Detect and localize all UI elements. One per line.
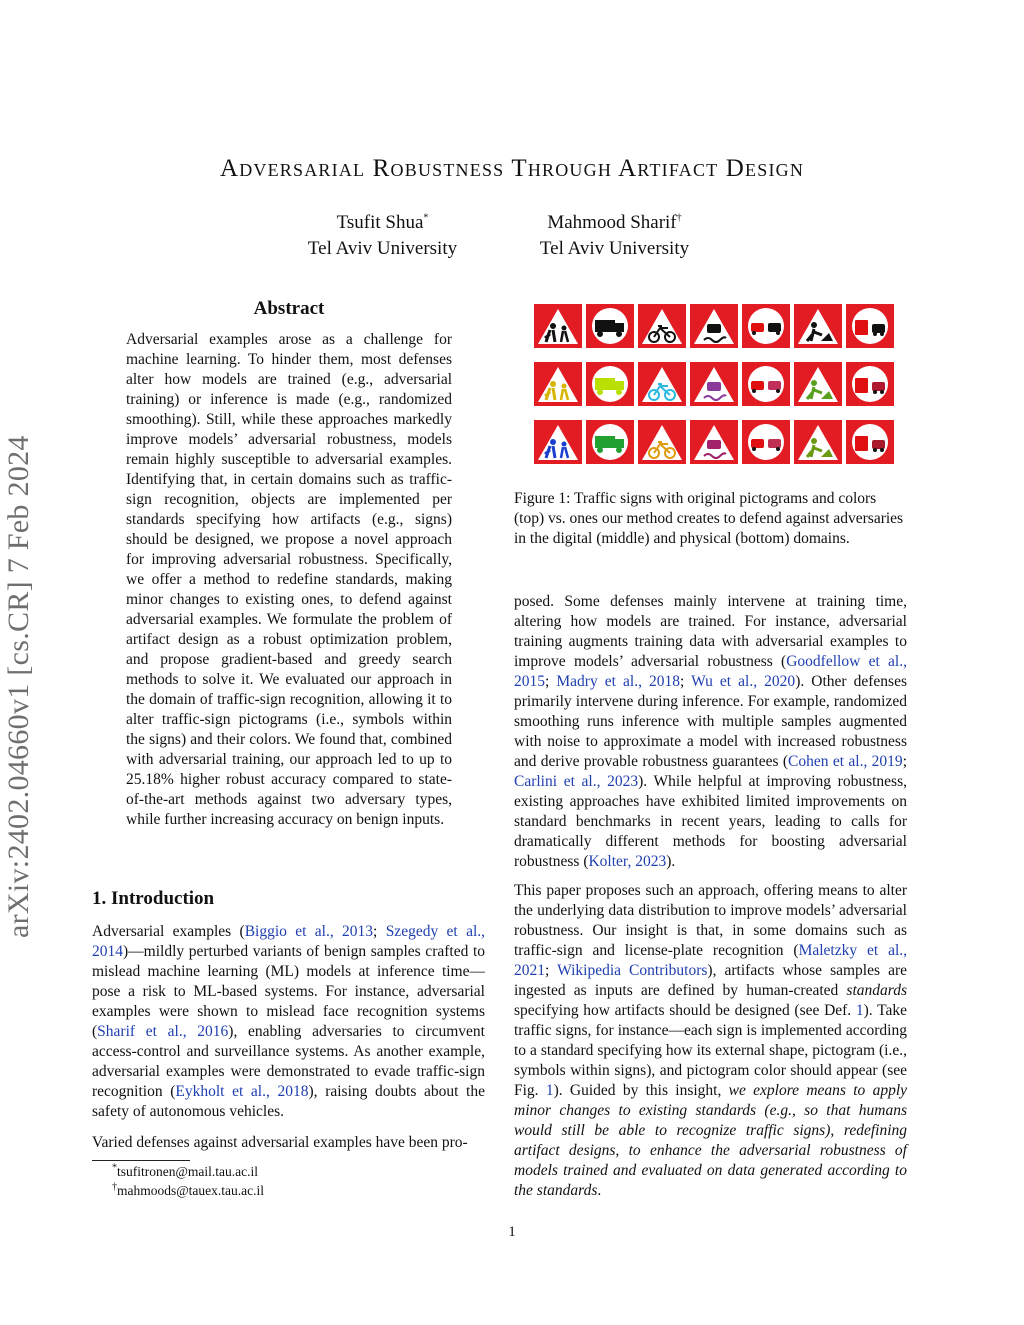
- footnote-2: †mahmoods@tauex.tau.ac.il: [112, 1181, 265, 1198]
- section-heading-introduction: 1. Introduction: [92, 888, 215, 909]
- author-affiliation: Tel Aviv University: [539, 238, 690, 259]
- traffic-sign-roadworks-digital: [794, 362, 842, 406]
- traffic-sign-no-overtaking-trucks-physical: [846, 420, 894, 464]
- citation-link[interactable]: Madry et al., 2018: [556, 673, 681, 690]
- figure-1-signs: [534, 304, 886, 470]
- citation-link[interactable]: Eykholt et al., 2018: [175, 1083, 309, 1100]
- traffic-sign-roadworks-original: [794, 304, 842, 348]
- citation-link[interactable]: Goodfellow et al., 2015: [514, 653, 907, 690]
- author-mark: *: [423, 212, 429, 224]
- citation-link[interactable]: Carlini et al., 2023: [514, 773, 639, 790]
- traffic-sign-no-overtaking-digital: [742, 362, 790, 406]
- traffic-sign-children-digital: [534, 362, 582, 406]
- author-1: [290, 210, 475, 262]
- author-2: [522, 210, 707, 262]
- traffic-sign-truck-original: [586, 304, 634, 348]
- traffic-sign-bicycle-original: [638, 304, 686, 348]
- figure-link[interactable]: 1: [545, 1082, 554, 1099]
- citation-link[interactable]: Maletzky et al., 2021: [514, 942, 908, 979]
- author-name: Mahmood Sharif: [547, 212, 677, 233]
- author-mark: †: [676, 212, 682, 224]
- intro-paragraph-1: Adversarial examples (Biggio et al., 2013; Szegedy et al., 2014)—mildly perturbed variants of benign samples crafted to mislead machine learning (ML) models at inference time—pose a risk to ML-based systems. For instance, adversarial examples were shown to mislead face recognition systems (Sharif et al., 2016), enabling adversaries to circumvent access-control and surveillance systems. As another example, adversarial examples were demonstrated to evade traffic-sign recognition (Eykholt et al., 2018), raising doubts about the safety of autonomous vehicles.: [92, 923, 485, 1120]
- author-name: Tsufit Shua: [336, 212, 424, 233]
- author-affiliation: Tel Aviv University: [307, 238, 458, 259]
- traffic-sign-no-overtaking-original: [742, 304, 790, 348]
- definition-link[interactable]: 1: [855, 1002, 864, 1019]
- traffic-sign-slippery-road-original: [690, 304, 738, 348]
- citation-link[interactable]: Szegedy et al., 2014: [92, 923, 485, 960]
- traffic-sign-no-overtaking-trucks-digital: [846, 362, 894, 406]
- intro-paragraph-2-continued: posed. Some defenses mainly intervene at training time, altering how models are trained. For instance, adversarial training augments training data with adversarial examples to improve models’ adversarial robustness (Goodfellow et al., 2015; Madry et al., 2018; Wu et al., 2020). Other defenses primarily intervene during inference. For example, randomized smoothing runs inference with multiple samples augmented with noise to approximate a model with increased robustness and derive provable robustness guarantees (Cohen et al., 2019; Carlini et al., 2023). While helpful at improving robustness, existing approaches have exhibited limited improvements on standard benchmarks in recent years, leading to calls for dramatically different methods for boosting adversarial robustness (Kolter, 2023).: [514, 593, 908, 870]
- traffic-sign-truck-physical: [586, 420, 634, 464]
- footnote-rule: [92, 1160, 190, 1161]
- citation-link[interactable]: Biggio et al., 2013: [244, 923, 374, 940]
- paper-title: Adversarial Robustness Through Artifact Design: [219, 155, 805, 182]
- traffic-sign-no-overtaking-physical: [742, 420, 790, 464]
- page-number: 1: [508, 1224, 516, 1240]
- abstract-heading: Abstract: [253, 298, 325, 319]
- citation-link[interactable]: Cohen et al., 2019: [788, 753, 903, 770]
- traffic-sign-bicycle-physical: [638, 420, 686, 464]
- intro-paragraph-3: This paper proposes such an approach, offering means to alter the underlying data distribution to improve models’ adversarial robustness. Our insight is that, in some domains such as traffic-sign and license-plate recognition (Maletzky et al., 2021; Wikipedia Contributors), artifacts whose samples are ingested as inputs are defined by human-created standards specifying how artifacts should be designed (see Def. 1). Take traffic signs, for instance—each sign is implemented according to a standard specifying how its external shape, pictogram (i.e., symbols within signs), and pictogram color should appear (see Fig. 1). Guided by this insight, we explore means to apply minor changes to existing standards (e.g., so that humans would still be able to recognize traffic signs), redefining artifact designs, to enhance the adversarial robustness of models trained and evaluated on data generated according to the standards.: [514, 882, 908, 1199]
- figure-1-caption: Figure 1: Traffic signs with original pictograms and colors (top) vs. ones our method creates to defend against adversaries in the digital (middle) and physical (bottom) domains.: [514, 490, 904, 547]
- traffic-sign-slippery-road-physical: [690, 420, 738, 464]
- citation-link[interactable]: Wu et al., 2020: [691, 673, 796, 690]
- arxiv-stamp: arXiv:2402.04660v1 [cs.CR] 7 Feb 2024: [2, 435, 35, 938]
- traffic-sign-no-overtaking-trucks-original: [846, 304, 894, 348]
- traffic-sign-children-physical: [534, 420, 582, 464]
- intro-paragraph-2-start: Varied defenses against adversarial examples have been pro-: [92, 1134, 468, 1151]
- citation-link[interactable]: Kolter, 2023: [588, 853, 667, 870]
- traffic-sign-bicycle-digital: [638, 362, 686, 406]
- traffic-sign-children-original: [534, 304, 582, 348]
- citation-link[interactable]: Sharif et al., 2016: [97, 1023, 229, 1040]
- citation-link[interactable]: Wikipedia Contributors: [557, 962, 708, 979]
- traffic-sign-truck-digital: [586, 362, 634, 406]
- traffic-sign-slippery-road-digital: [690, 362, 738, 406]
- abstract-text: Adversarial examples arose as a challenge for machine learning. To hinder them, most defenses alter how models are trained (e.g., adversarial training) or inference is made (e.g., randomized smoothing). Still, while these approaches markedly improve models’ adversarial robustness, models remain highly susceptible to adversarial examples. Identifying that, in certain domains such as traffic-sign recognition, objects are implemented per standards specifying how artifacts (e.g., signs) should be designed, we propose a novel approach for improving adversarial robustness. Specifically, we offer a method to redefine standards, making minor changes to existing ones, to defend against adversarial examples. We formulate the problem of artifact design as a robust optimization problem, and propose gradient-based and greedy search methods to solve it. We evaluated our approach in the domain of traffic-sign recognition, allowing it to alter traffic-sign pictograms (i.e., symbols within the signs) and their colors. We found that, combined with adversarial training, our approach led to up to 25.18% higher robust accuracy compared to state-of-the-art methods against two adversary types, while further increasing accuracy on benign inputs.: [126, 331, 452, 828]
- footnote-1: *tsufitronen@mail.tau.ac.il: [112, 1162, 259, 1179]
- traffic-sign-roadworks-physical: [794, 420, 842, 464]
